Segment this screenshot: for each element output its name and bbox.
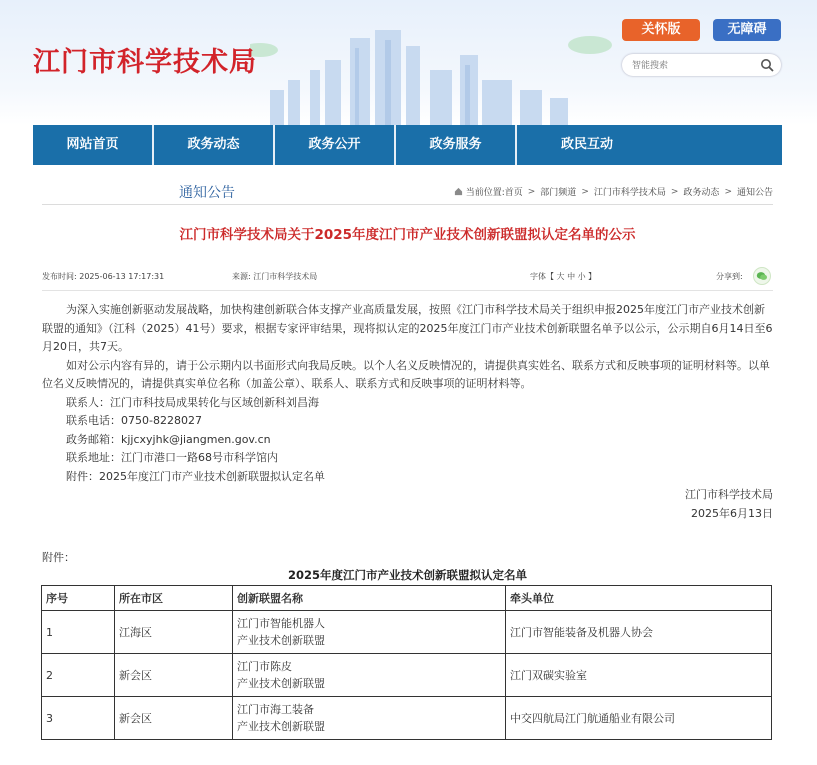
table-header-row [42, 586, 772, 611]
breadcrumb-link-bureau[interactable]: 江门市科学技术局 [593, 188, 666, 198]
search-icon[interactable] [760, 58, 774, 72]
nav-item-interaction[interactable]: 政民互动 [560, 137, 613, 152]
nav-item-home[interactable]: 网站首页 [33, 125, 154, 165]
column-header: 创新联盟名称 [233, 586, 506, 611]
header-banner [0, 0, 817, 125]
signature-org: 江门市科学技术局 [685, 488, 773, 501]
cell-no: 2 [42, 654, 115, 697]
body-paragraph: 如对公示内容有异的，请于公示期内以书面形式向我局反映。以个人名义反映情况的，请提供真实姓名、联系方式和反映事项的证明材料等。以单位名义反映情况的，请提供真实单位名称（加盖公章）、联系人、联系方式和反映事项的证明材料等。 [42, 358, 770, 390]
cell-district: 新会区 [115, 654, 233, 697]
wechat-share-icon[interactable] [753, 267, 771, 285]
article-meta [42, 271, 773, 285]
column-header: 牵头单位 [506, 586, 772, 611]
cell-alliance-name [233, 697, 506, 740]
divider [42, 290, 773, 291]
search-box [622, 54, 781, 76]
nav-item-services[interactable]: 政务服务 [396, 125, 517, 165]
location-icon [454, 187, 463, 196]
site-title: 江门市科学技术局 [33, 47, 257, 78]
article-title: 江门市科学技术局关于2025年度江门市产业技术创新联盟拟认定名单的公示 [179, 227, 636, 243]
table-title: 2025年度江门市产业技术创新联盟拟认定名单 [287, 568, 527, 582]
cell-lead-unit: 江门市智能装备及机器人协会 [506, 611, 772, 654]
cell-no: 3 [42, 697, 115, 740]
breadcrumb [454, 185, 773, 198]
column-header: 序号 [42, 586, 115, 611]
alliance-name-line: 江门市陈皮 [237, 660, 292, 673]
font-size-switcher[interactable]: 字体【 大 中 小 】 [530, 272, 597, 281]
cell-lead-unit: 江门双碳实验室 [506, 654, 772, 697]
contact-person: 联系人：江门市科技局成果转化与区域创新科刘昌海 [66, 395, 319, 409]
cell-district: 新会区 [115, 697, 233, 740]
cell-lead-unit: 中交四航局江门航通船业有限公司 [506, 697, 772, 740]
breadcrumb-prefix: 当前位置: [465, 188, 505, 198]
contact-phone: 联系电话：0750-8228027 [66, 414, 202, 427]
section-title: 通知公告 [179, 185, 235, 201]
breadcrumb-separator: > [670, 186, 679, 197]
search-input[interactable] [630, 57, 754, 75]
body-paragraph: 为深入实施创新驱动发展战略，加快构建创新联合体支撑产业高质量发展，按照《江门市科学技术局关于组织申报2025年度江门市产业技术创新联盟的通知》（江科（2025）41号）要求，根据专家评审结果，现将拟认定的2025年度江门市产业技术创新联盟名单予以公示，公示期自6月14日至6月20日，共7天。 [42, 303, 773, 353]
breadcrumb-bar [42, 178, 773, 205]
alliance-name-line: 江门市智能机器人 [237, 617, 325, 630]
contact-address: 联系地址：江门市港口一路68号市科学馆内 [66, 451, 278, 464]
breadcrumb-link-notice[interactable]: 通知公告 [736, 188, 773, 198]
share-label: 分享到: [716, 272, 743, 281]
care-mode-button[interactable] [622, 19, 700, 41]
table-row [42, 654, 772, 697]
breadcrumb-link-dept[interactable]: 部门频道 [540, 188, 577, 198]
contact-email: 政务邮箱：kjjcxyjhk@jiangmen.gov.cn [66, 432, 271, 446]
column-header: 所在市区 [115, 586, 233, 611]
cell-alliance-name [233, 654, 506, 697]
breadcrumb-link-home[interactable]: 首页 [504, 188, 523, 198]
nav-item-news[interactable]: 政务动态 [154, 125, 275, 165]
alliance-name-line: 产业技术创新联盟 [237, 720, 325, 733]
alliance-table [41, 585, 772, 740]
table-row [42, 697, 772, 740]
publish-time: 发布时间: 2025-06-13 17:17:31 [42, 272, 165, 281]
alliance-name-line: 产业技术创新联盟 [237, 677, 325, 690]
main-nav [33, 125, 782, 165]
attachment-link[interactable]: 附件：2025年度江门市产业技术创新联盟拟认定名单 [66, 469, 325, 483]
accessibility-label: 无障碍 [727, 22, 767, 37]
breadcrumb-separator: > [527, 186, 536, 197]
article-source: 来源: 江门市科学技术局 [232, 272, 318, 281]
breadcrumb-separator: > [581, 186, 589, 197]
table-row [42, 611, 772, 654]
breadcrumb-separator: > [724, 186, 732, 197]
cell-no: 1 [42, 611, 115, 654]
accessibility-button[interactable] [713, 19, 781, 41]
cell-district: 江海区 [115, 611, 233, 654]
article-body [42, 301, 773, 523]
nav-item-public[interactable]: 政务公开 [275, 125, 396, 165]
attachment-label: 附件： [42, 551, 75, 564]
city-skyline-illustration [250, 20, 630, 125]
breadcrumb-link-news[interactable]: 政务动态 [683, 188, 720, 198]
care-mode-label: 关怀版 [641, 22, 681, 37]
signature-date: 2025年6月13日 [691, 506, 773, 520]
alliance-name-line: 江门市海工装备 [237, 703, 314, 716]
cell-alliance-name [233, 611, 506, 654]
alliance-name-line: 产业技术创新联盟 [237, 634, 325, 647]
